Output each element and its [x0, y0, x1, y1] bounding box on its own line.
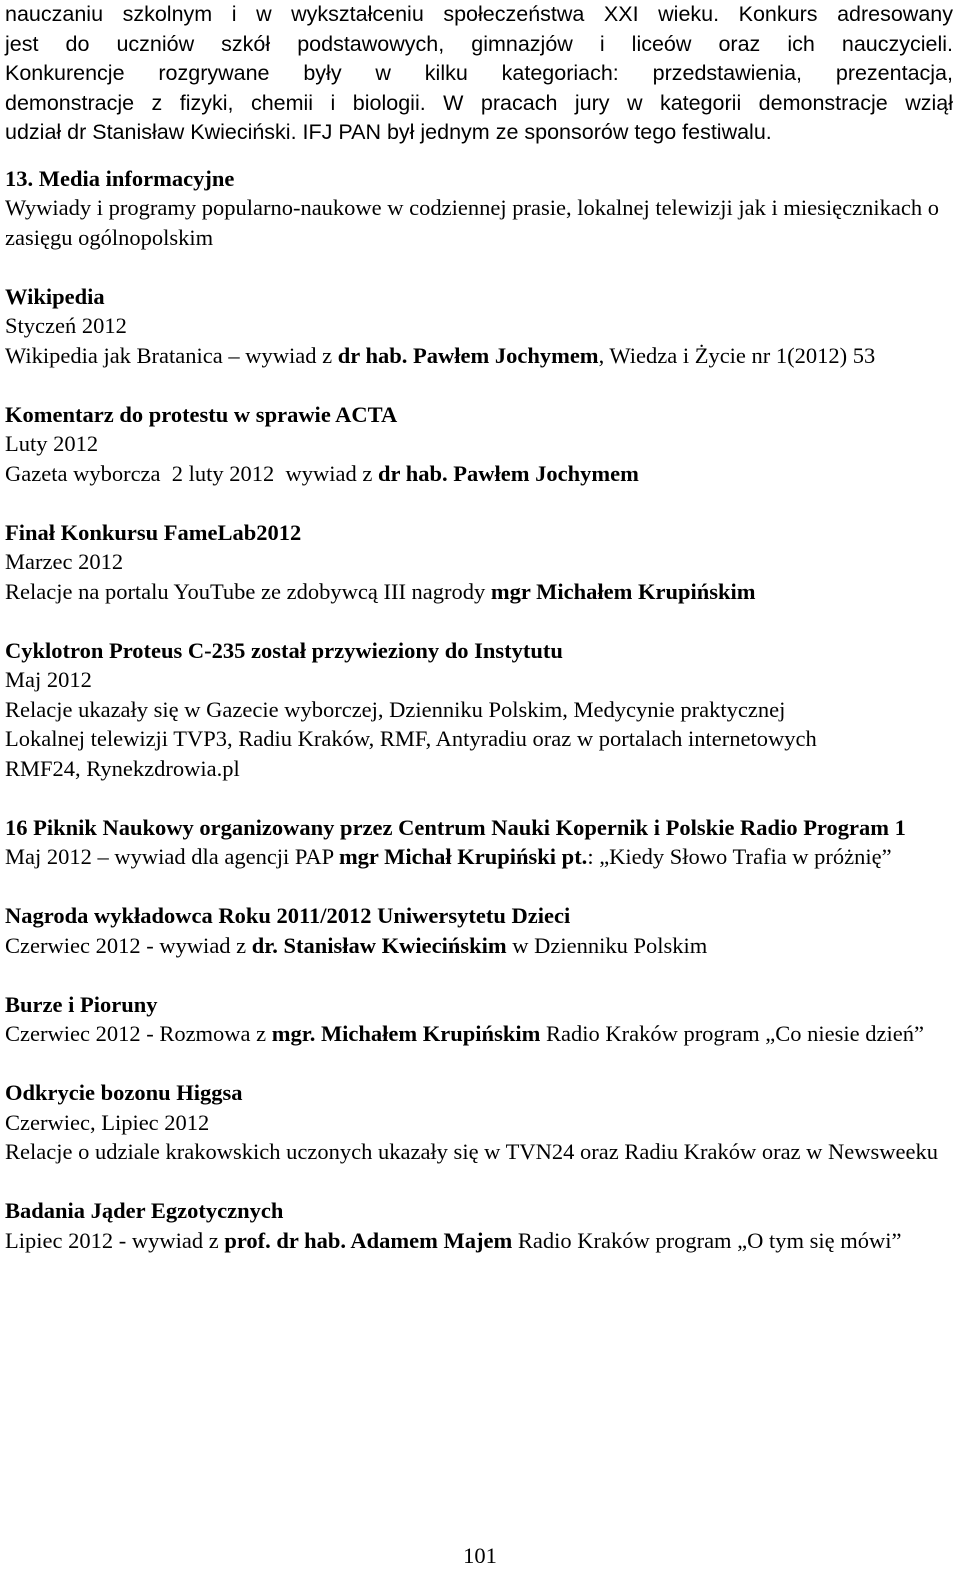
- intro-paragraph: [5, 0, 953, 148]
- entry-title: Nagroda wykładowca Roku 2011/2012 Uniwersytetu Dzieci: [5, 903, 571, 928]
- intro-line: demonstracje z fizyki, chemii i biologii. W pracach jury w kategorii demonstracje wziął: [5, 90, 953, 115]
- page-number: 101: [463, 1543, 497, 1568]
- entry-title: Komentarz do protestu w sprawie ACTA: [5, 401, 398, 427]
- entry-date: Maj 2012: [5, 667, 92, 692]
- entry-title: Badania Jąder Egzotycznych: [5, 1198, 284, 1223]
- document-page: [5, 0, 953, 1255]
- entry-nagroda: [5, 901, 953, 960]
- entry-wikipedia: [5, 282, 953, 371]
- entry-description: Relacje na portalu YouTube ze zdobywcą III nagrody mgr Michałem Krupińskim: [5, 578, 756, 604]
- entry-description-line: Relacje ukazały się w Gazecie wyborczej, Dzienniku Polskim, Medycynie praktycznej: [5, 696, 786, 722]
- entry-description: Wikipedia jak Bratanica – wywiad z dr hab. Pawłem Jochymem, Wiedza i Życie nr 1(2012) 53: [5, 342, 876, 368]
- entry-jadra: [5, 1196, 953, 1255]
- section-heading: 13. Media informacyjne: [5, 165, 235, 191]
- entry-title: Cyklotron Proteus C-235 został przywieziony do Instytutu: [5, 637, 563, 663]
- entry-date: Styczeń 2012: [5, 313, 127, 338]
- entry-title: 16 Piknik Naukowy organizowany przez Centrum Nauki Kopernik i Polskie Radio Program 1: [5, 814, 906, 840]
- entry-date: Czerwiec, Lipiec 2012: [5, 1109, 210, 1135]
- entry-cyklotron: [5, 636, 953, 784]
- intro-line: Konkurencje rozgrywane były w kilku kategoriach: przedstawienia, prezentacja,: [5, 61, 953, 85]
- entry-higgs: [5, 1078, 953, 1167]
- intro-line: udział dr Stanisław Kwieciński. IFJ PAN był jednym ze sponsorów tego festiwalu.: [5, 120, 772, 144]
- entry-description-line: Lokalnej telewizji TVP3, Radiu Kraków, RMF, Antyradiu oraz w portalach internetowych: [5, 726, 817, 751]
- entry-acta: [5, 400, 953, 489]
- entry-description: Lipiec 2012 - wywiad z prof. dr hab. Adamem Majem Radio Kraków program „O tym się mówi”: [5, 1227, 902, 1253]
- intro-line: jest do uczniów szkół podstawowych, gimnazjów i liceów oraz ich nauczycieli.: [5, 31, 953, 56]
- intro-line: nauczaniu szkolnym i w wykształceniu społeczeństwa XXI wieku. Konkurs adresowany: [5, 2, 953, 26]
- entry-description-line: RMF24, Rynekzdrowia.pl: [5, 755, 240, 781]
- entry-date: Luty 2012: [5, 431, 99, 456]
- entry-title: Odkrycie bozonu Higgsa: [5, 1080, 243, 1105]
- entry-description: Czerwiec 2012 - wywiad z dr. Stanisław Kwiecińskim w Dzienniku Polskim: [5, 932, 708, 958]
- section-intro: Wywiady i programy popularno-naukowe w codziennej prasie, lokalnej telewizji jak i miesięcznikach o zasięgu ogólnopolskim: [5, 195, 939, 250]
- entry-description: Relacje o udziale krakowskich uczonych ukazały się w TVN24 oraz Radiu Kraków oraz w Newsweeku: [5, 1139, 939, 1164]
- entry-title: Wikipedia: [5, 283, 105, 309]
- media-section: [5, 164, 953, 1256]
- entry-piknik: [5, 813, 953, 872]
- entry-date: Marzec 2012: [5, 549, 124, 574]
- entry-famelab: [5, 518, 953, 607]
- entry-description: Maj 2012 – wywiad dla agencji PAP mgr Michał Krupiński pt.: „Kiedy Słowo Trafia w próżnię”: [5, 844, 892, 869]
- entry-burze: [5, 990, 953, 1049]
- entry-title: Finał Konkursu FameLab2012: [5, 519, 302, 545]
- entry-description: Czerwiec 2012 - Rozmowa z mgr. Michałem Krupińskim Radio Kraków program „Co niesie dzień”: [5, 1021, 924, 1046]
- entry-description: Gazeta wyborcza 2 luty 2012 wywiad z dr hab. Pawłem Jochymem: [5, 460, 639, 486]
- entry-title: Burze i Pioruny: [5, 991, 158, 1017]
